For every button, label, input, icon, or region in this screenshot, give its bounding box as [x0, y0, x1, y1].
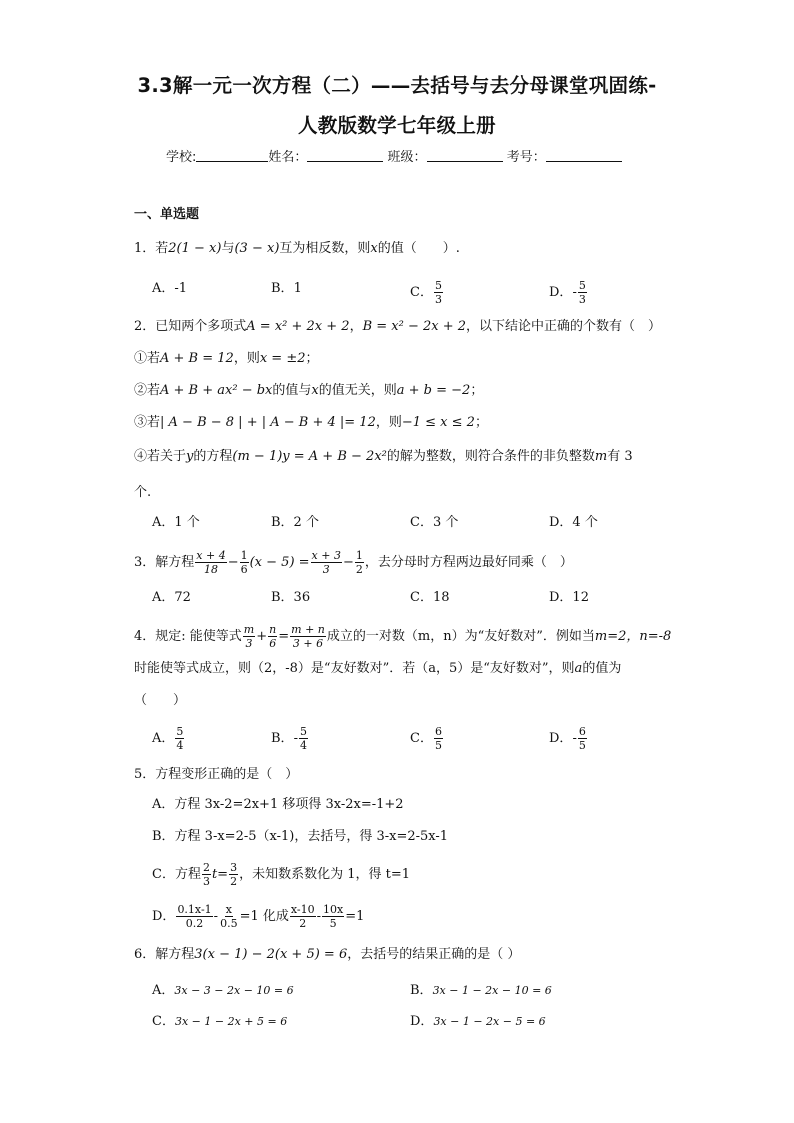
title-line-1: 3.3解一元一次方程（二）——去括号与去分母课堂巩固练- [137, 74, 657, 97]
class-label: 班级： [387, 150, 427, 165]
q3-option-c[interactable]: C．18 [410, 590, 450, 605]
name-label: 姓名： [268, 150, 308, 165]
q2-statement-4-cont: 个. [134, 485, 152, 500]
school-blank[interactable] [196, 149, 268, 162]
q6-option-b[interactable]: B．3x − 1 − 2x − 10 = 6 [410, 983, 552, 998]
q4-option-b[interactable]: B．- $\frac{5}{4}$ [271, 725, 307, 752]
q1-option-b[interactable]: B．1 [271, 281, 302, 296]
q2-option-b[interactable]: B．2 个 [271, 515, 319, 530]
q1-stem: 1．若2(1 − x)与(3 − x)互为相反数，则x的值（ ）. [134, 241, 460, 256]
q4-option-c[interactable]: C． $\frac{6}{5}$ [410, 725, 442, 752]
class-blank[interactable] [427, 149, 503, 162]
q4-stem-line-1: 4．规定: 能使等式 $\frac{m}{3}$ + $\frac{n}{6}$ = $\frac{m + n}{3 + 6}$ 成立的一对数（m，n）为“友好数对”．例如当m=2，n=-8 [134, 623, 672, 650]
q2-statement-1: ①若A + B = 12，则x = ±2； [134, 351, 319, 366]
q2-statement-3: ③若| A − B − 8 | + | A − B + 4 |= 12，则−1 ≤ x ≤ 2； [134, 415, 488, 430]
q2-option-c[interactable]: C．3 个 [410, 515, 459, 530]
q1-option-c[interactable]: C． $\frac{5}{3}$ [410, 279, 442, 306]
q1-option-a[interactable]: A．-1 [152, 281, 188, 296]
q5-option-c[interactable]: C．方程 $\frac{2}{3}$ t= $\frac{3}{2}$ ，未知数系数化为 1，得 t=1 [152, 861, 411, 888]
q2-statement-4: ④若关于y的方程(m − 1)y = A + B − 2x²的解为整数，则符合条件的非负整数m有 3 [134, 449, 633, 464]
q3-option-d[interactable]: D．12 [549, 590, 589, 605]
title-line-2: 人教版数学七年级上册 [297, 114, 496, 137]
q6-option-a[interactable]: A．3x − 3 − 2x − 10 = 6 [152, 983, 294, 998]
exam-no-label: 考号： [506, 150, 546, 165]
q4-stem-line-3: （ ） [134, 693, 187, 708]
q4-stem-line-2: 时能使等式成立，则（2，-8）是“友好数对”．若（a，5）是“友好数对”，则a的值为 [134, 661, 622, 676]
q6-stem: 6．解方程3(x − 1) − 2(x + 5) = 6，去括号的结果正确的是（ ） [134, 947, 521, 962]
q5-option-a[interactable]: A．方程 3x-2=2x+1 移项得 3x-2x=-1+2 [152, 797, 404, 812]
q6-option-c[interactable]: C．3x − 1 − 2x + 5 = 6 [152, 1014, 288, 1029]
q3-stem: 3．解方程 $\frac{x + 4}{18}$ − $\frac{1}{6}$ (x − 5) = $\frac{x + 3}{3}$ − $\frac{1}{2}$ ，去分母时方程两边最好同乘（ ） [134, 549, 573, 576]
q5-stem: 5．方程变形正确的是（ ） [134, 767, 299, 782]
exam-no-blank[interactable] [546, 149, 622, 162]
q5-option-b[interactable]: B．方程 3-x=2-5（x-1)，去括号，得 3-x=2-5x-1 [152, 829, 449, 844]
q4-option-d[interactable]: D．- $\frac{6}{5}$ [549, 725, 586, 752]
q2-stem: 2．已知两个多项式A = x² + 2x + 2，B = x² − 2x + 2，以下结论中正确的个数有（ ） [134, 319, 662, 334]
q2-statement-2: ②若A + B + ax² − bx的值与x的值无关，则a + b = −2； [134, 383, 484, 398]
school-label: 学校: [166, 150, 197, 165]
q3-option-a[interactable]: A．72 [152, 590, 191, 605]
q6-option-d[interactable]: D．3x − 1 − 2x − 5 = 6 [410, 1014, 546, 1029]
q4-option-a[interactable]: A． $\frac{5}{4}$ [152, 725, 184, 752]
q5-option-d[interactable]: D． $\frac{0.1x-1}{0.2}$ - $\frac{x}{0.5}$ =1 化成 $\frac{x-10}{2}$ - $\frac{10x}{5}$ =1 [152, 903, 365, 930]
q2-option-d[interactable]: D．4 个 [549, 515, 598, 530]
q1-option-d[interactable]: D．- $\frac{5}{3}$ [549, 279, 586, 306]
student-info [166, 146, 622, 165]
name-blank[interactable] [307, 149, 383, 162]
q2-option-a[interactable]: A．1 个 [152, 515, 200, 530]
section-title: 一、单选题 [134, 207, 200, 222]
q3-option-b[interactable]: B．36 [271, 590, 311, 605]
